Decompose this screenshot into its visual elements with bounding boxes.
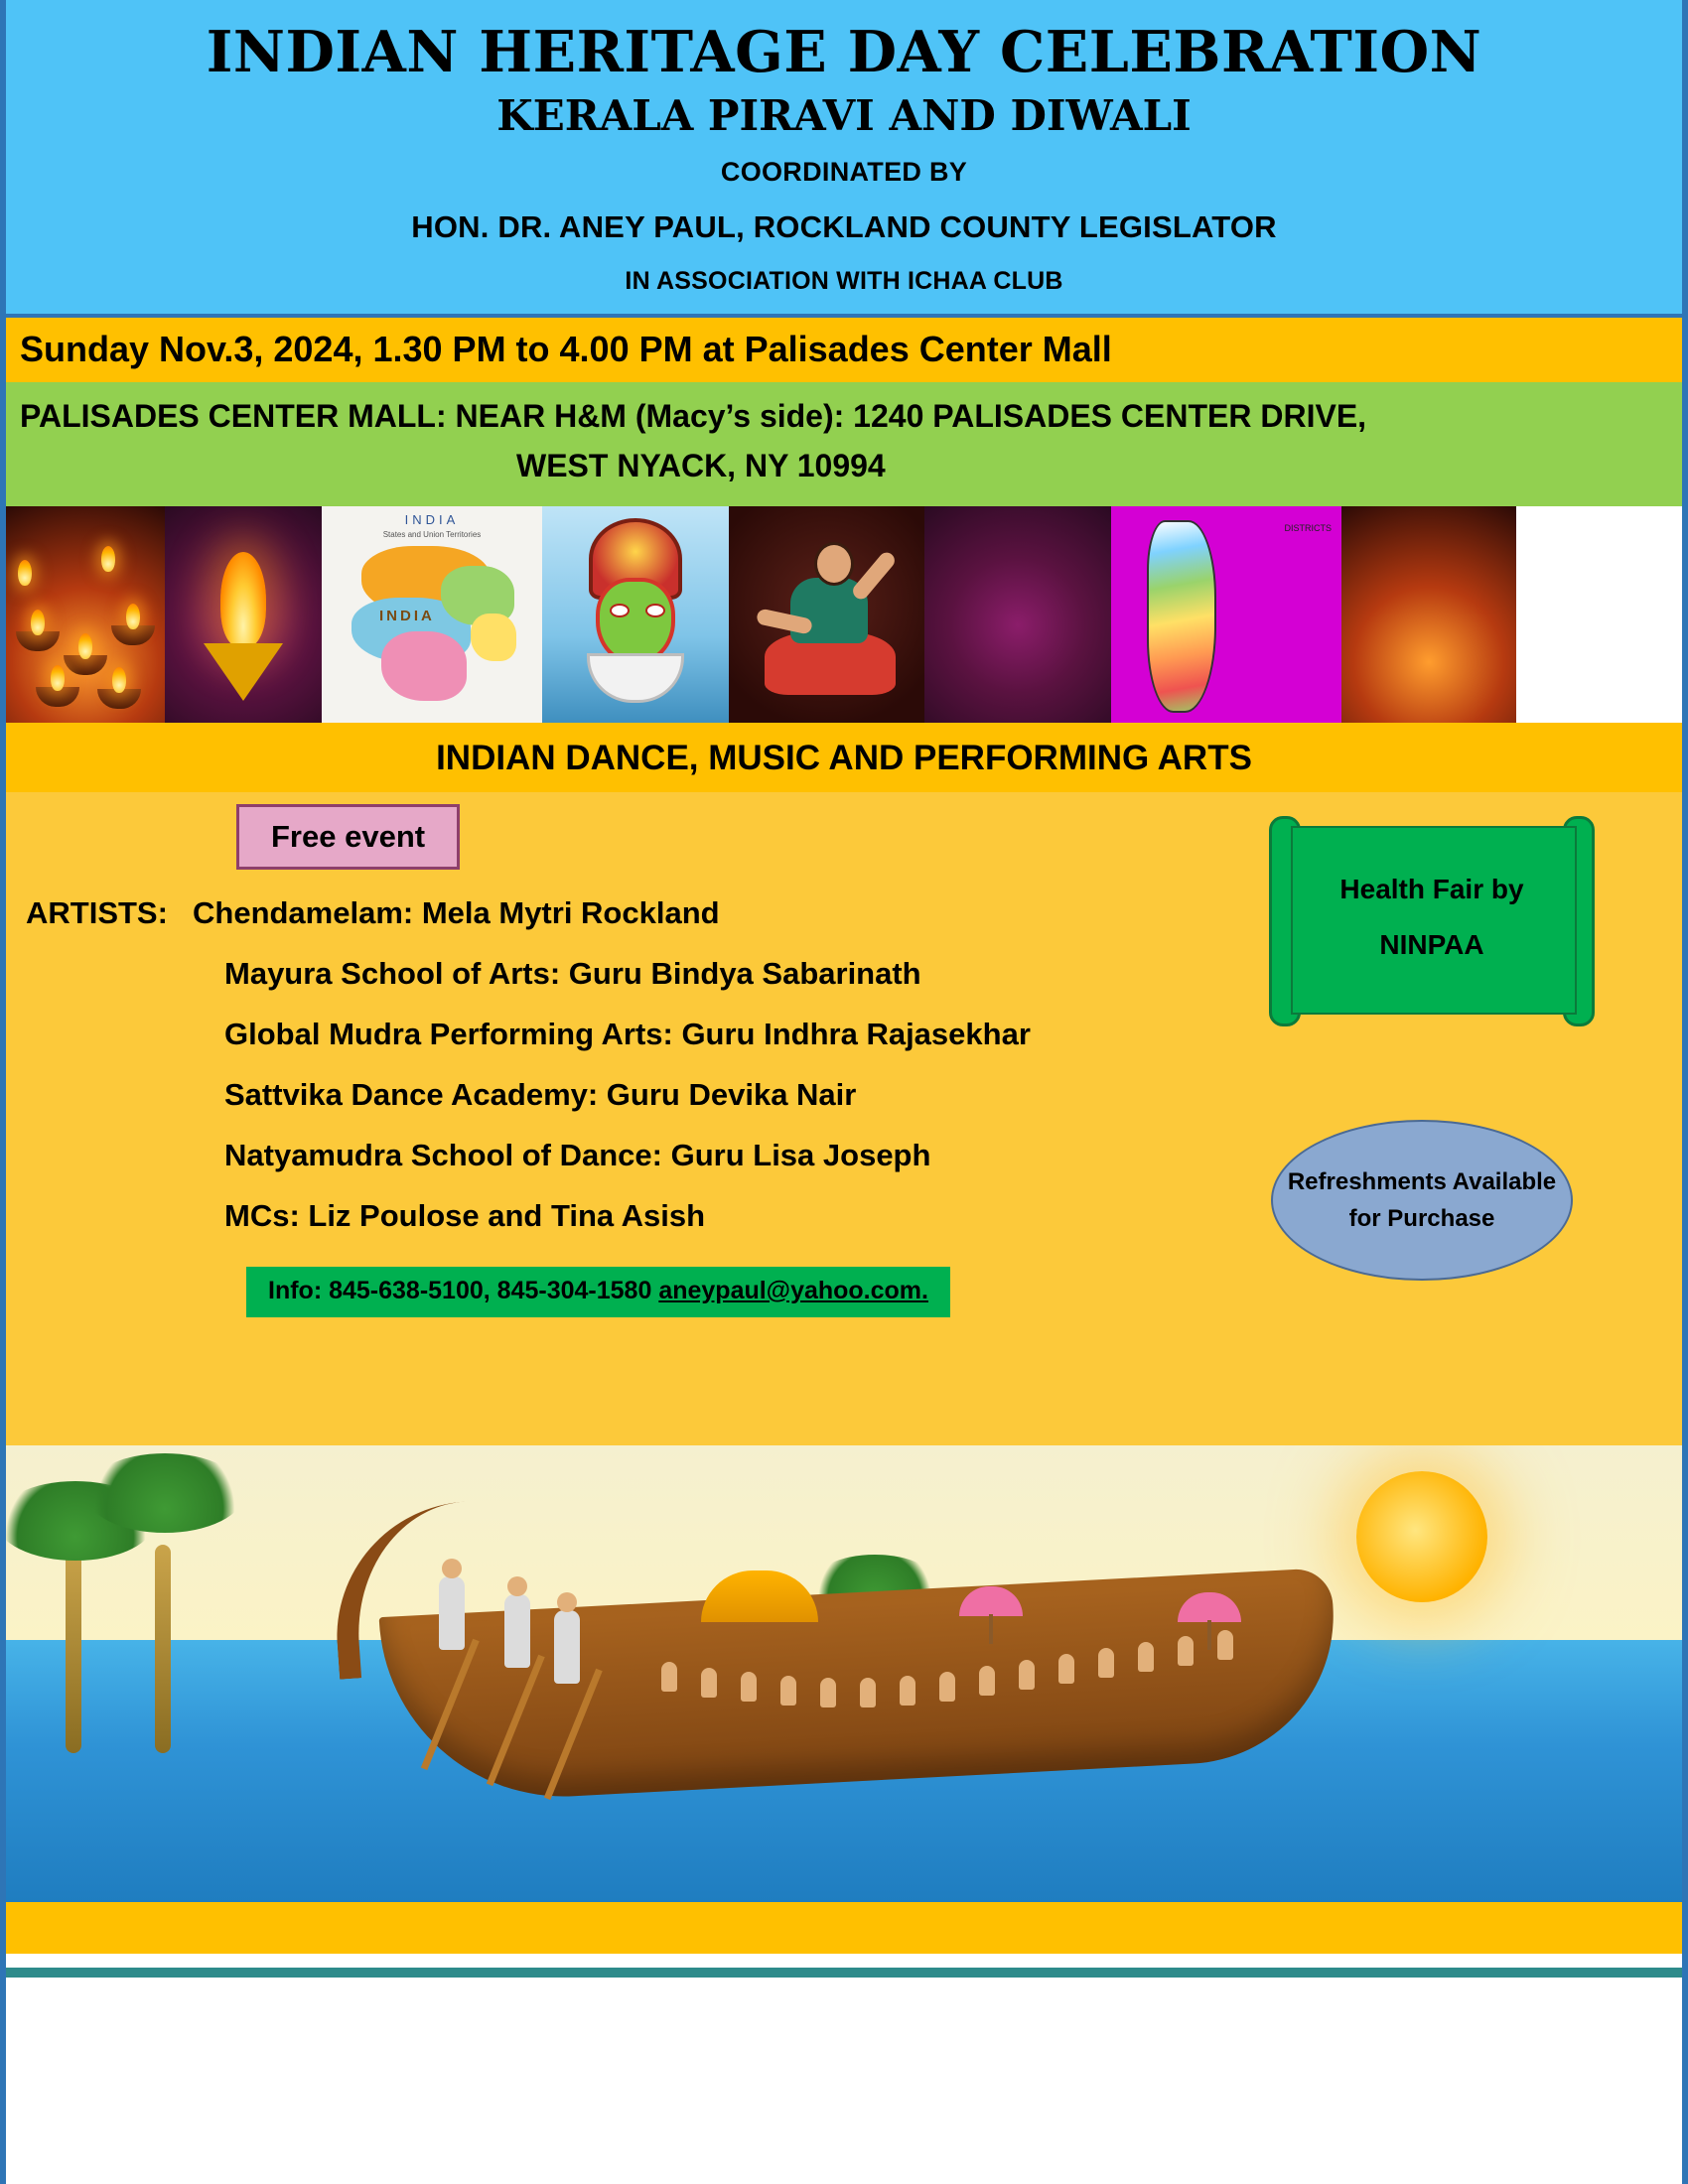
- rower: [1138, 1642, 1154, 1672]
- rower: [1178, 1636, 1194, 1666]
- rower: [661, 1662, 677, 1692]
- contact-phones: Info: 845-638-5100, 845-304-1580: [268, 1277, 659, 1305]
- diya-lamps-photo-2: [1341, 506, 1516, 723]
- rower: [820, 1678, 836, 1707]
- list-item: [26, 1077, 1662, 1113]
- rower: [780, 1676, 796, 1706]
- venue-line-1: PALISADES CENTER MALL: NEAR H&M (Macy’s side): 1240 PALISADES CENTER DRIVE,: [20, 397, 1367, 434]
- association-line: IN ASSOCIATION WITH ICHAA CLUB: [625, 266, 1063, 295]
- contact-email-link[interactable]: aneypaul@yahoo.com.: [658, 1277, 928, 1305]
- artists-label: ARTISTS:: [26, 895, 168, 931]
- coordinated-by-label: COORDINATED BY: [720, 156, 968, 187]
- artist-name: Global Mudra Performing Arts: Guru Indhra Rajasekhar: [224, 1017, 1031, 1052]
- rower: [939, 1672, 955, 1702]
- rower: [979, 1666, 995, 1696]
- india-map-subtitle: States and Union Territories: [382, 530, 482, 540]
- footer-teal-band: [6, 1968, 1682, 1978]
- artist-name: Mayura School of Arts: Guru Bindya Sabarinath: [224, 956, 921, 992]
- boat-crew-member: [554, 1610, 580, 1684]
- venue-band: [6, 382, 1682, 506]
- artist-name: Chendamelam: Mela Mytri Rockland: [193, 895, 720, 931]
- rower: [860, 1678, 876, 1707]
- header-section: [6, 0, 1682, 318]
- health-fair-scroll: [1269, 826, 1595, 1011]
- bharatanatyam-dancer-photo: [729, 506, 924, 723]
- sun-icon: [1356, 1471, 1487, 1602]
- details-section: [6, 792, 1682, 1445]
- palm-trunk: [66, 1545, 81, 1753]
- rower: [900, 1676, 915, 1706]
- image-strip: [6, 506, 1682, 723]
- rower: [1058, 1654, 1074, 1684]
- date-time-band: Sunday Nov.3, 2024, 1.30 PM to 4.00 PM at Palisades Center Mall: [6, 318, 1682, 382]
- refreshments-note: Refreshments Available for Purchase: [1271, 1120, 1573, 1281]
- boat-crew-member: [439, 1576, 465, 1650]
- footer-gold-band: [6, 1902, 1682, 1954]
- kathakali-dancer-photo: [542, 506, 729, 723]
- official-name: HON. DR. ANEY PAUL, ROCKLAND COUNTY LEGISLATOR: [411, 208, 1277, 244]
- boat-crew-member: [504, 1594, 530, 1668]
- health-fair-line-1: Health Fair by: [1339, 874, 1524, 905]
- rower: [1019, 1660, 1035, 1690]
- performing-arts-band: INDIAN DANCE, MUSIC AND PERFORMING ARTS: [6, 723, 1682, 792]
- diya-lamps-photo: [6, 506, 165, 723]
- artist-name: Natyamudra School of Dance: Guru Lisa Joseph: [224, 1138, 931, 1173]
- health-fair-text: [1269, 862, 1595, 973]
- rower: [741, 1672, 757, 1702]
- footer-white-gap: [6, 1954, 1682, 1968]
- rower: [701, 1668, 717, 1698]
- india-map-land-label: INDIA: [379, 608, 435, 625]
- palm-trunk: [155, 1545, 171, 1753]
- diwali-lamp-graphic: [165, 506, 322, 723]
- kerala-snake-boat-illustration: [6, 1445, 1682, 1902]
- diwali-lamp-graphic-2: [924, 506, 1111, 723]
- page-title: INDIAN HERITAGE DAY CELEBRATION: [206, 19, 1482, 85]
- free-event-badge: Free event: [236, 804, 460, 870]
- india-map-title: INDIA: [404, 512, 460, 528]
- palm-fronds: [85, 1453, 244, 1533]
- venue-line-2: WEST NYACK, NY 10994: [516, 447, 886, 483]
- kerala-map: [1111, 506, 1341, 723]
- list-item: [26, 1017, 1662, 1052]
- rower: [1217, 1630, 1233, 1660]
- artist-name: MCs: Liz Poulose and Tina Asish: [224, 1198, 706, 1234]
- artist-name: Sattvika Dance Academy: Guru Devika Nair: [224, 1077, 857, 1113]
- health-fair-line-2: NINPAA: [1379, 929, 1484, 961]
- kerala-map-label: DISTRICTS: [1284, 523, 1332, 534]
- rower: [1098, 1648, 1114, 1678]
- contact-info-strip: [246, 1267, 950, 1317]
- india-map: [322, 506, 542, 723]
- page-subtitle: KERALA PIRAVI AND DIWALI: [496, 90, 1192, 140]
